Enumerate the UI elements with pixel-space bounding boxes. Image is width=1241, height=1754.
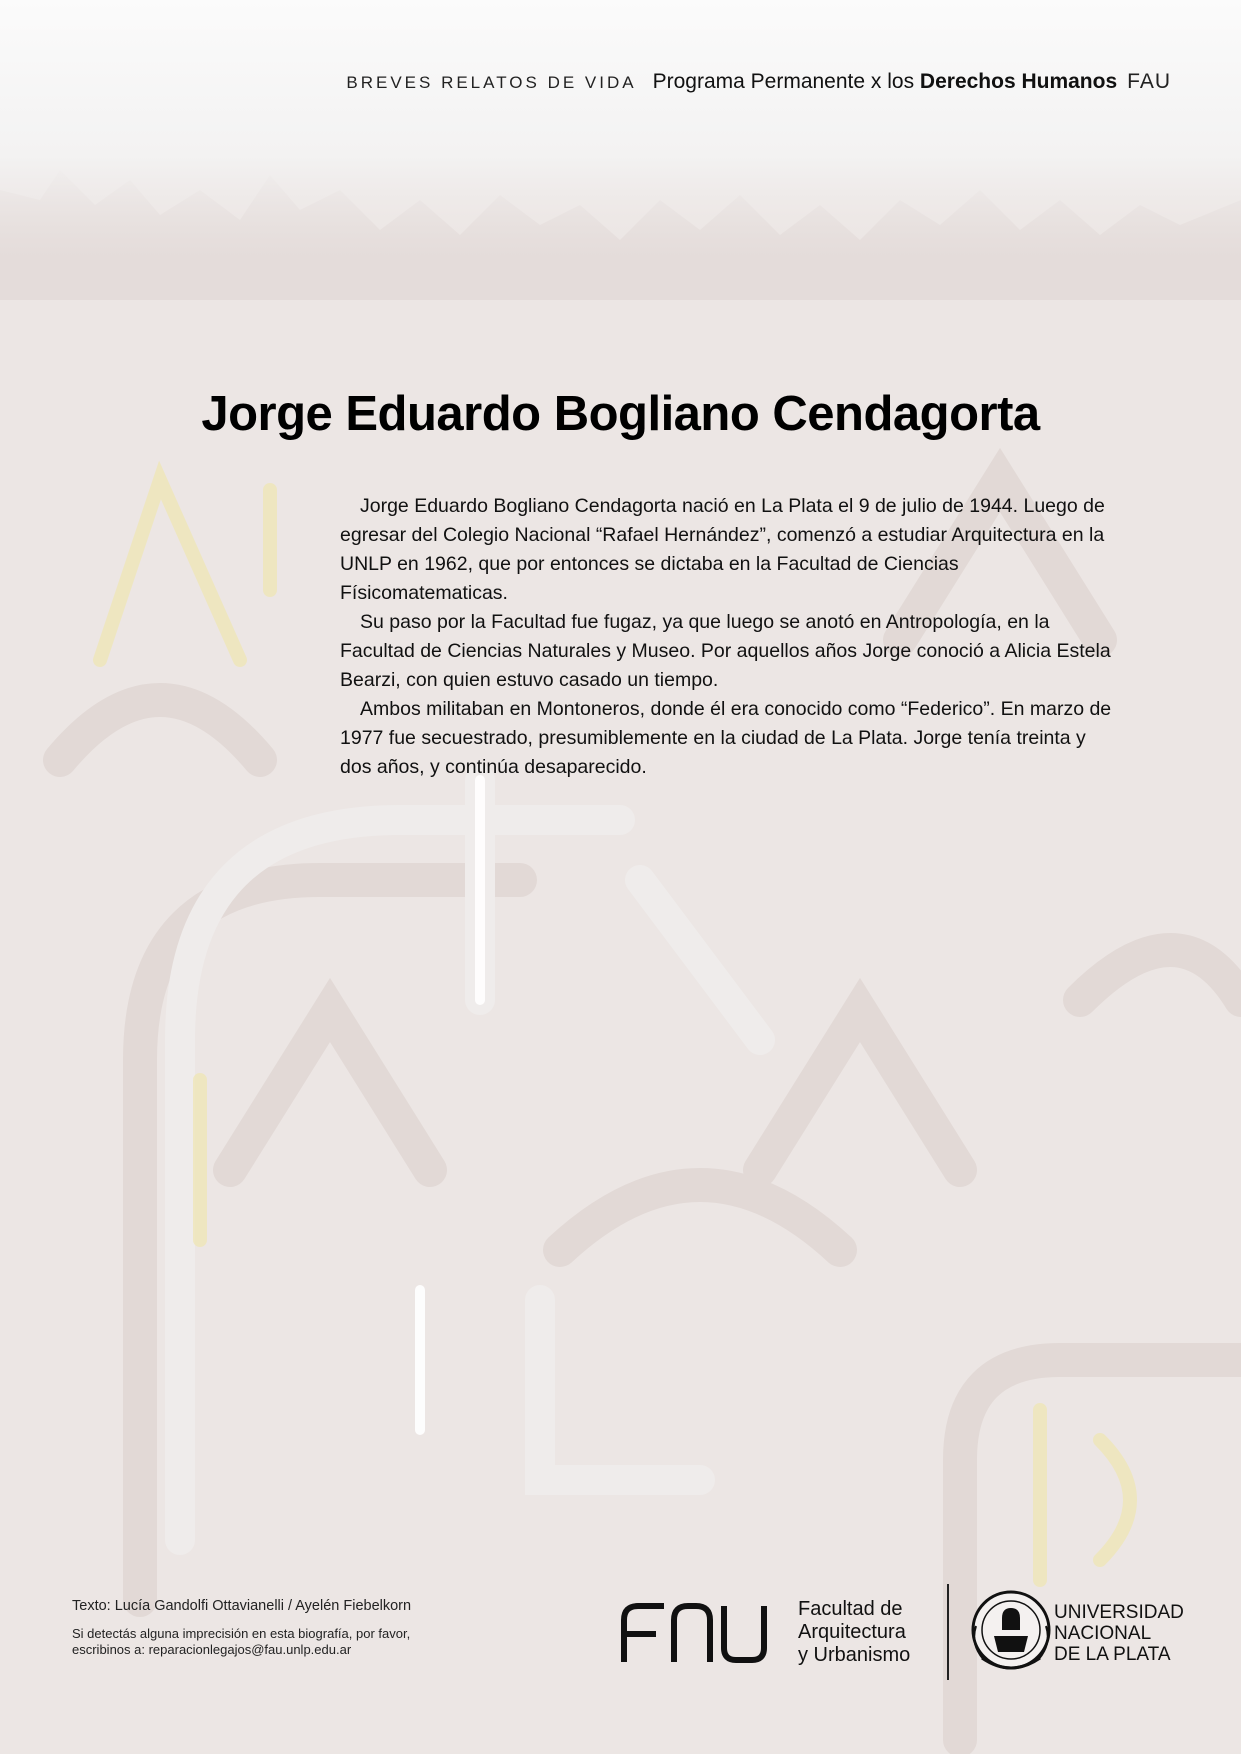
report-email-line[interactable]: escribinos a: reparacionlegajos@fau.unlp.edu.ar: [72, 1642, 352, 1657]
paragraph: Jorge Eduardo Bogliano Cendagorta nació en La Plata el 9 de julio de 1944. Luego de egresar del Colegio Nacional “Rafael Hernández”, comenzó a estudiar Arquitectura en la UNLP en 1962, que por entonces se dictaba en la Facultad de Ciencias Físicomatematicas.: [340, 495, 1105, 604]
credits-block: [72, 1598, 512, 1658]
fau-logo: [620, 1600, 770, 1664]
logo-divider: [947, 1584, 949, 1680]
university-line: NACIONAL: [1054, 1623, 1152, 1644]
page-title: Jorge Eduardo Bogliano Cendagorta: [201, 387, 1040, 441]
header: [346, 70, 1171, 94]
faculty-line: y Urbanismo: [798, 1644, 911, 1666]
faculty-line: Facultad de: [798, 1598, 903, 1620]
paragraph: Ambos militaban en Montoneros, donde él era conocido como “Federico”. En marzo de 1977 fue secuestrado, presumiblemente en la ciudad de La Plata. Jorge tenía treinta y dos años, y continúa desaparecido.: [340, 698, 1112, 778]
unlp-seal-icon: [968, 1586, 1054, 1680]
author-credits: Texto: Lucía Gandolfi Ottavianelli / Ayelén Fiebelkorn: [72, 1598, 412, 1614]
series-title: BREVES RELATOS DE VIDA: [346, 73, 637, 92]
biography-text: [340, 492, 1118, 782]
faculty-name: [798, 1598, 910, 1667]
paragraph: Su paso por la Facultad fue fugaz, ya que luego se anotó en Antropología, en la Facultad de Ciencias Naturales y Museo. Por aquellos años Jorge conoció a Alicia Estela Bearzi, con quien estuvo casado un tiempo.: [340, 611, 1111, 691]
university-line: DE LA PLATA: [1054, 1644, 1171, 1665]
program-prefix: Programa Permanente x los: [652, 70, 915, 93]
university-name: [1054, 1602, 1184, 1665]
report-note-line: Si detectás alguna imprecisión en esta biografía, por favor,: [72, 1626, 411, 1641]
report-note: [72, 1626, 512, 1658]
program-title: [653, 70, 1118, 94]
faculty-line: Arquitectura: [798, 1621, 906, 1643]
footer-logos: [620, 1582, 1184, 1682]
fau-header-mark: FAU: [1127, 70, 1171, 93]
university-line: UNIVERSIDAD: [1054, 1602, 1184, 1623]
fau-logo-label: FAU: [620, 1600, 622, 1601]
program-bold: Derechos Humanos: [919, 70, 1118, 93]
